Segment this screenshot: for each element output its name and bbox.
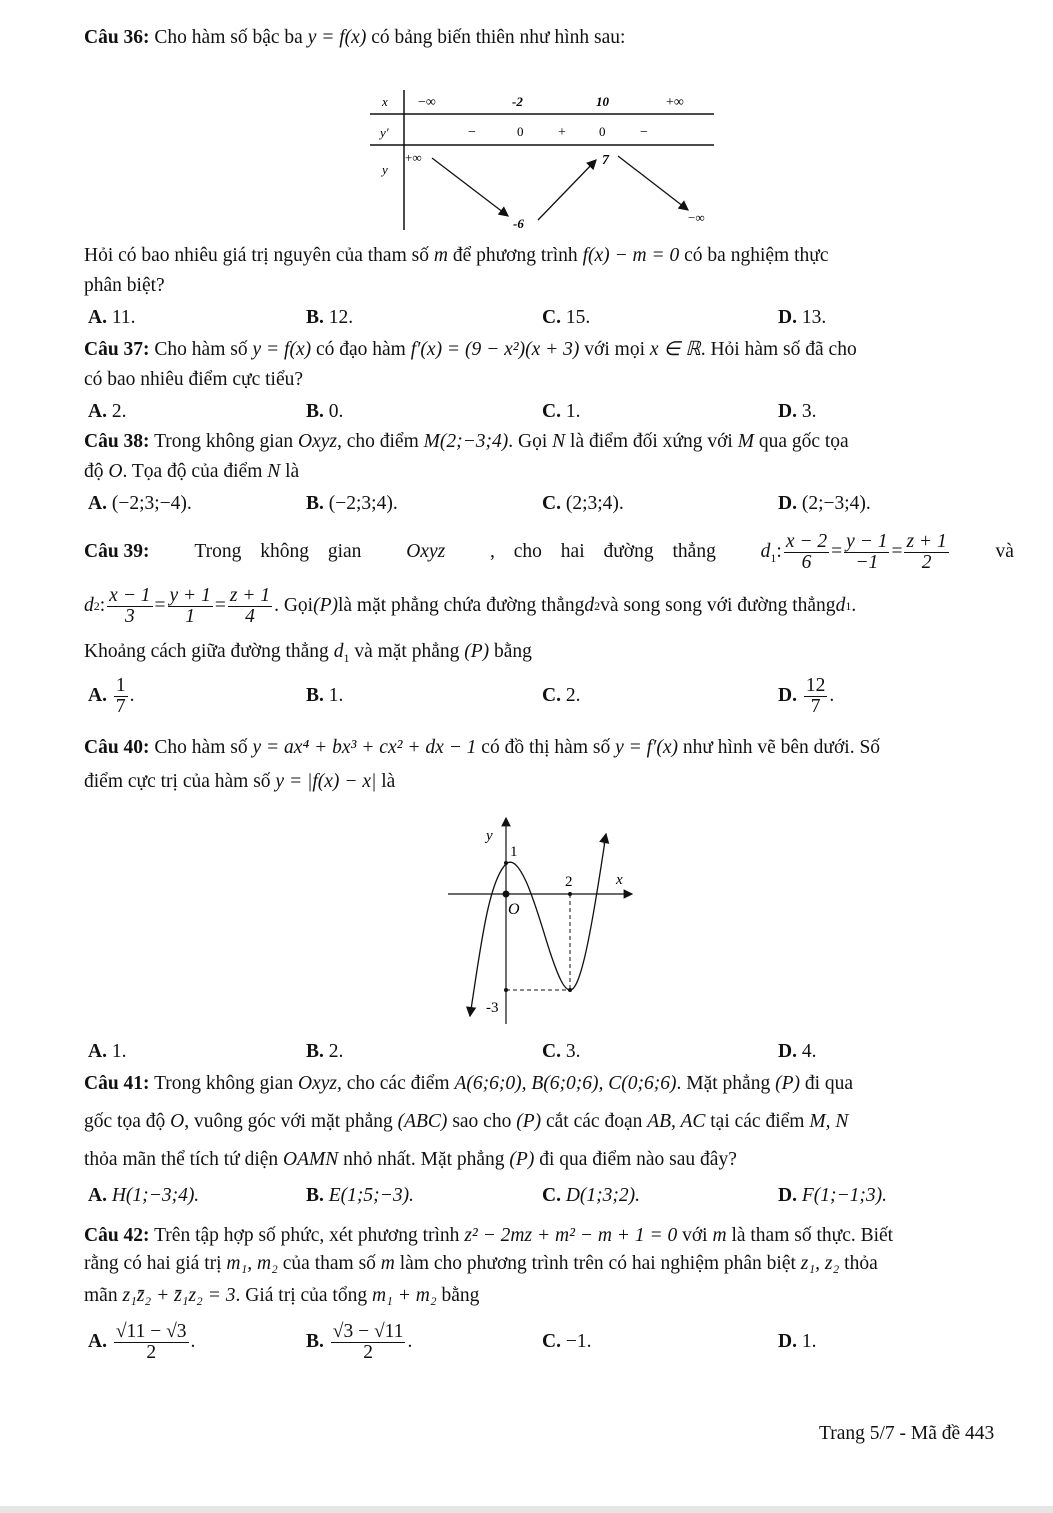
- text: thỏa: [839, 1253, 878, 1274]
- variation-table: [362, 86, 718, 232]
- option-value: 2.: [565, 685, 581, 706]
- text: có ba nghiệm thực: [679, 245, 829, 266]
- text: nhỏ nhất. Mặt phẳng: [338, 1149, 510, 1170]
- denominator: 1: [185, 605, 196, 627]
- text: là: [376, 771, 396, 792]
- text: qua gốc tọa: [753, 431, 849, 452]
- option-value: 4.: [801, 1041, 817, 1062]
- option-label: B.: [306, 307, 324, 328]
- fraction: [784, 532, 829, 573]
- text: với: [677, 1225, 713, 1246]
- q37-option-c[interactable]: [542, 400, 580, 424]
- math: Oxyz: [406, 541, 446, 562]
- q42-option-b[interactable]: B. $\frac{√3 - √11}{2}$ .: [306, 1320, 413, 1363]
- text: và song song với đường thẳng: [600, 595, 836, 616]
- tick-label-m3: -3: [486, 1000, 499, 1016]
- numerator: y − 1: [846, 530, 888, 552]
- subscript: 2: [93, 599, 100, 613]
- denominator: 2: [146, 1341, 157, 1363]
- option-label: B.: [306, 1185, 324, 1206]
- option-value: 1.: [565, 401, 581, 422]
- text: Cho hàm số: [149, 339, 253, 360]
- q41-stem: [84, 1072, 853, 1096]
- text: sao cho: [447, 1111, 517, 1132]
- option-value: F(1;−1;3).: [801, 1185, 888, 1206]
- line-d1-equation: $d_1$: $\frac{x - 2}{6}$ = $\frac{y - 1}{-1}$ = $\frac{z + 1}{2}$: [760, 530, 947, 573]
- math: d: [760, 540, 771, 562]
- subscript: 1: [343, 650, 350, 665]
- q40-stem-2: [84, 770, 395, 794]
- text: và: [995, 541, 1014, 562]
- q39-stem: [84, 530, 1014, 574]
- option-value: 12.: [328, 307, 354, 328]
- text: là mặt phẳng chứa đường thẳng: [337, 595, 585, 616]
- math: (ABC): [397, 1111, 448, 1132]
- q38-option-a[interactable]: [88, 492, 192, 516]
- option-label: A.: [88, 401, 107, 422]
- q36-option-a[interactable]: [88, 306, 136, 330]
- question-number: Câu 39:: [84, 541, 150, 562]
- bottom-bar: [0, 1506, 1053, 1513]
- option-label: B.: [306, 685, 324, 706]
- arrow-tip-left: [470, 1008, 471, 1016]
- option-value: 1.: [328, 685, 344, 706]
- text: làm cho phương trình trên có hai nghiệm phân biệt: [394, 1253, 801, 1274]
- option-value: 11.: [111, 307, 136, 328]
- y-val: −∞: [688, 210, 705, 225]
- text: có bảng biến thiên như hình sau:: [366, 27, 626, 48]
- q38-option-d[interactable]: [778, 492, 871, 516]
- math: d: [333, 641, 344, 662]
- text: Trong không gian: [194, 541, 362, 562]
- option-value: (2;3;4).: [565, 493, 624, 514]
- option-value: E(1;5;−3).: [328, 1185, 414, 1206]
- denominator: 6: [801, 551, 812, 573]
- option-value: 2.: [328, 1041, 344, 1062]
- math: Oxyz,: [298, 431, 342, 452]
- math: m₁, m₂: [226, 1253, 278, 1274]
- x-val: +∞: [666, 95, 684, 110]
- page-footer: Trang 5/7 - Mã đề 443: [819, 1423, 995, 1444]
- text: đi qua: [799, 1073, 854, 1094]
- option-label: D.: [778, 1331, 797, 1352]
- math: z₁z̄₂ + z̄₁z₂ = 3: [122, 1285, 236, 1306]
- q40-option-d[interactable]: [778, 1040, 816, 1064]
- y-val: -6: [513, 216, 524, 231]
- math: (P): [464, 641, 490, 662]
- subscript: 2: [594, 599, 601, 613]
- numerator: z + 1: [906, 530, 947, 552]
- x-val: −∞: [418, 95, 436, 110]
- tick-label-1: 1: [510, 844, 518, 860]
- text: cho điểm: [341, 431, 424, 452]
- q38-stem-2: [84, 460, 299, 484]
- option-label: B.: [306, 1331, 324, 1352]
- question-number: Câu 36:: [84, 27, 150, 48]
- text: , vuông góc với mặt phẳng: [184, 1111, 398, 1132]
- q41-stem-2: [84, 1110, 848, 1134]
- q38-option-b[interactable]: [306, 492, 398, 516]
- text: là: [280, 461, 300, 482]
- option-label: A.: [88, 307, 107, 328]
- option-label: B.: [306, 493, 324, 514]
- q42-option-d[interactable]: [778, 1330, 816, 1354]
- math: (P): [516, 1111, 542, 1132]
- x-axis-label: x: [616, 872, 623, 888]
- x-label: x: [382, 94, 388, 109]
- text: Trong không gian: [149, 431, 298, 452]
- text: đi qua điểm nào sau đây?: [534, 1149, 737, 1170]
- question-number: Câu 42:: [84, 1225, 150, 1246]
- text: Cho hàm số bậc ba: [149, 27, 308, 48]
- option-label: A.: [88, 685, 107, 706]
- math: y = f(x): [307, 27, 367, 48]
- question-number: Câu 40:: [84, 737, 150, 758]
- arrow-down-2: [618, 156, 688, 210]
- question-number: Câu 37:: [84, 339, 150, 360]
- math: m: [433, 245, 448, 266]
- fraction: [804, 676, 828, 717]
- text: Hỏi có bao nhiêu giá trị nguyên của tham số: [84, 245, 434, 266]
- math: f′(x) = (9 − x²)(x + 3): [410, 339, 580, 360]
- text: và mặt phẳng: [349, 641, 465, 662]
- yprime-label: y′: [380, 125, 389, 140]
- text: . Tọa độ của điểm: [122, 461, 268, 482]
- math: O: [108, 461, 123, 482]
- numerator: x − 1: [109, 584, 151, 606]
- math: d: [584, 595, 595, 616]
- text: Trên tập hợp số phức, xét phương trình: [149, 1225, 465, 1246]
- yp-sign: −: [640, 125, 648, 140]
- option-label: C.: [542, 1185, 561, 1206]
- option-value: (−2;3;−4).: [111, 493, 192, 514]
- numerator: √11 − √3: [115, 1320, 187, 1342]
- text: với mọi: [579, 339, 650, 360]
- q40-option-b[interactable]: [306, 1040, 343, 1064]
- point-m3: [504, 988, 508, 992]
- q42-stem-3: [84, 1284, 479, 1308]
- denominator: 3: [124, 605, 135, 627]
- math: Oxyz,: [298, 1073, 342, 1094]
- numerator: 1: [115, 674, 126, 696]
- option-label: D.: [778, 307, 797, 328]
- point-2: [568, 892, 572, 896]
- math: y = |f(x) − x|: [275, 771, 377, 792]
- text: . Gọi: [274, 595, 314, 616]
- text: . Hỏi hàm số đã cho: [700, 339, 857, 360]
- math: (P): [313, 595, 338, 616]
- option-value: 3.: [801, 401, 817, 422]
- text: Khoảng cách giữa đường thẳng: [84, 641, 334, 662]
- option-label: C.: [542, 1331, 561, 1352]
- option-label: D.: [778, 685, 797, 706]
- text: độ: [84, 461, 109, 482]
- denominator: 7: [810, 695, 821, 717]
- option-label: C.: [542, 401, 561, 422]
- q41-option-c[interactable]: [542, 1184, 640, 1208]
- text: bằng: [489, 641, 532, 662]
- q37-option-d[interactable]: [778, 400, 816, 424]
- q42-option-c[interactable]: [542, 1330, 591, 1354]
- q37-stem: [84, 338, 857, 362]
- origin-label: O: [508, 901, 520, 918]
- option-label: B.: [306, 1041, 324, 1062]
- fraction: [168, 586, 213, 627]
- option-label: C.: [542, 307, 561, 328]
- numerator: x − 2: [785, 530, 828, 552]
- option-label: D.: [778, 493, 797, 514]
- option-value: 1.: [111, 1041, 127, 1062]
- text: cắt các đoạn: [541, 1111, 648, 1132]
- math: OAMN: [283, 1149, 339, 1170]
- q36-question-2: phân biệt?: [84, 275, 165, 296]
- text: Trong không gian: [149, 1073, 298, 1094]
- y-axis-label: y: [486, 828, 493, 844]
- math: M, N: [809, 1111, 849, 1132]
- text: tại các điểm: [705, 1111, 810, 1132]
- q39-option-b[interactable]: [306, 684, 343, 708]
- fraction: [114, 1322, 189, 1363]
- math: (P): [775, 1073, 800, 1094]
- numerator: y + 1: [169, 584, 211, 606]
- text: , cho hai đường thẳng: [490, 541, 716, 562]
- curve: [470, 834, 606, 1016]
- fraction: [107, 586, 152, 627]
- point-min: [568, 988, 572, 992]
- text: . Mặt phẳng: [676, 1073, 776, 1094]
- option-label: A.: [88, 1041, 107, 1062]
- arrow-down-1: [432, 158, 508, 216]
- math: AB, AC: [647, 1111, 706, 1132]
- option-value: 2.: [111, 401, 127, 422]
- option-value: D(1;3;2).: [565, 1185, 641, 1206]
- q39-option-d[interactable]: D. $\frac{12}{7}$ .: [778, 674, 835, 717]
- math: z² − 2mz + m² − m + 1 = 0: [464, 1225, 678, 1246]
- math: d: [84, 595, 94, 616]
- numerator: 12: [805, 674, 826, 696]
- option-label: A.: [88, 1331, 107, 1352]
- question-number: Câu 38:: [84, 431, 150, 452]
- origin-point: [503, 891, 510, 898]
- text: có đạo hàm: [311, 339, 411, 360]
- yp-sign: 0: [517, 124, 524, 139]
- arrow-up: [538, 160, 596, 220]
- math: m₁ + m₂: [371, 1285, 437, 1306]
- y-label: y: [382, 162, 388, 177]
- point-1: [504, 861, 508, 865]
- subscript: 1: [770, 550, 777, 565]
- option-label: D.: [778, 1185, 797, 1206]
- q38-option-c[interactable]: [542, 492, 624, 516]
- q40-stem: [84, 736, 880, 760]
- yp-sign: 0: [599, 124, 606, 139]
- q41-stem-3: [84, 1148, 737, 1172]
- q39-option-a[interactable]: A. $\frac{1}{7}$ .: [88, 674, 135, 717]
- option-label: D.: [778, 1041, 797, 1062]
- option-value: (−2;3;4).: [328, 493, 398, 514]
- option-label: A.: [88, 493, 107, 514]
- fraction: [904, 532, 948, 573]
- option-label: C.: [542, 1041, 561, 1062]
- math: f(x) − m = 0: [582, 245, 680, 266]
- fraction: [114, 676, 128, 717]
- q37-option-a[interactable]: [88, 400, 126, 424]
- math: N: [552, 431, 566, 452]
- text: rằng có hai giá trị: [84, 1253, 227, 1274]
- math: (P): [509, 1149, 535, 1170]
- q36-option-b[interactable]: [306, 306, 353, 330]
- q38-stem: [84, 430, 849, 454]
- option-label: C.: [542, 493, 561, 514]
- q42-stem: [84, 1224, 893, 1248]
- option-label: A.: [88, 1185, 107, 1206]
- text: cho các điểm: [341, 1073, 455, 1094]
- q37-stem-2: có bao nhiêu điểm cực tiểu?: [84, 369, 304, 390]
- math: A(6;6;0), B(6;0;6), C(0;6;6): [454, 1073, 677, 1094]
- yp-sign: +: [558, 125, 566, 140]
- numerator: z + 1: [229, 584, 271, 606]
- q42-option-a[interactable]: A. $\frac{√11 - √3}{2}$ .: [88, 1320, 196, 1363]
- q39-option-c[interactable]: [542, 684, 580, 708]
- q37-option-b[interactable]: [306, 400, 343, 424]
- math: m: [380, 1253, 395, 1274]
- q41-option-b[interactable]: [306, 1184, 414, 1208]
- math: y = f′(x): [615, 737, 678, 758]
- question-number: Câu 41:: [84, 1073, 150, 1094]
- math: x ∈ ℝ: [649, 339, 701, 360]
- fraction: [331, 1322, 406, 1363]
- denominator: 2: [921, 551, 932, 573]
- q36-option-d[interactable]: [778, 306, 826, 330]
- fraction: [228, 586, 272, 627]
- q39-stem-2: d 2 : $\frac{x - 1}{3}$ = $\frac{y + 1}{1}$ = $\frac{z + 1}{4}$ . Gọi (P) là mặt phẳng chứa đường thẳng d 2 và song song với đường thẳng d 1 .: [84, 584, 857, 627]
- text: để phương trình: [447, 245, 583, 266]
- math: d: [835, 595, 846, 616]
- denominator: 2: [363, 1341, 373, 1363]
- denominator: 4: [245, 605, 255, 627]
- yp-sign: −: [468, 125, 476, 140]
- text: . Gọi: [508, 431, 553, 452]
- text: gốc tọa độ: [84, 1111, 171, 1132]
- text: như hình vẽ bên dưới. Số: [677, 737, 881, 758]
- text: có đồ thị hàm số: [476, 737, 616, 758]
- option-label: C.: [542, 685, 561, 706]
- math: z₁, z₂: [800, 1253, 840, 1274]
- text: điểm cực trị của hàm số: [84, 771, 276, 792]
- tick-label-2: 2: [565, 874, 573, 890]
- text: thỏa mãn thể tích tứ diện: [84, 1149, 284, 1170]
- option-label: D.: [778, 401, 797, 422]
- q39-stem-3: [84, 640, 532, 670]
- option-label: B.: [306, 401, 324, 422]
- text: là tham số thực. Biết: [726, 1225, 894, 1246]
- option-value: 15.: [565, 307, 591, 328]
- math: y = f(x): [252, 339, 312, 360]
- option-value: (2;−3;4).: [801, 493, 871, 514]
- q41-option-a[interactable]: [88, 1184, 199, 1208]
- denominator: 7: [115, 695, 126, 717]
- y-val: 7: [602, 153, 609, 168]
- numerator: √3 − √11: [332, 1320, 404, 1342]
- y-val: +∞: [405, 150, 422, 165]
- option-value: 1.: [801, 1331, 817, 1352]
- q41-option-d[interactable]: [778, 1184, 887, 1208]
- subscript: 1: [845, 599, 852, 613]
- option-value: −1.: [565, 1331, 592, 1352]
- text: là điểm đối xứng với: [565, 431, 738, 452]
- option-value: 0.: [328, 401, 344, 422]
- derivative-graph: [440, 812, 660, 1028]
- option-value: 13.: [801, 307, 827, 328]
- denominator: −1: [855, 551, 879, 573]
- fraction: [844, 532, 889, 573]
- text: Cho hàm số: [149, 737, 253, 758]
- x-val: 10: [596, 94, 609, 109]
- q42-stem-2: [84, 1252, 878, 1276]
- math: N: [267, 461, 281, 482]
- text: của tham số: [277, 1253, 381, 1274]
- q36-option-c[interactable]: [542, 306, 590, 330]
- x-val: -2: [512, 94, 523, 109]
- math: m: [712, 1225, 727, 1246]
- q40-option-a[interactable]: [88, 1040, 126, 1064]
- text: . Giá trị của tổng: [235, 1285, 372, 1306]
- option-value: 3.: [565, 1041, 581, 1062]
- text: mãn: [84, 1285, 123, 1306]
- math: y = ax⁴ + bx³ + cx² + dx − 1: [252, 737, 477, 758]
- math: M(2;−3;4): [423, 431, 509, 452]
- q36-question: [84, 244, 828, 268]
- q36-stem: [84, 26, 625, 50]
- text: bằng: [436, 1285, 480, 1306]
- math: M: [737, 431, 754, 452]
- option-value: H(1;−3;4).: [111, 1185, 200, 1206]
- q40-option-c[interactable]: [542, 1040, 580, 1064]
- math: O: [170, 1111, 185, 1132]
